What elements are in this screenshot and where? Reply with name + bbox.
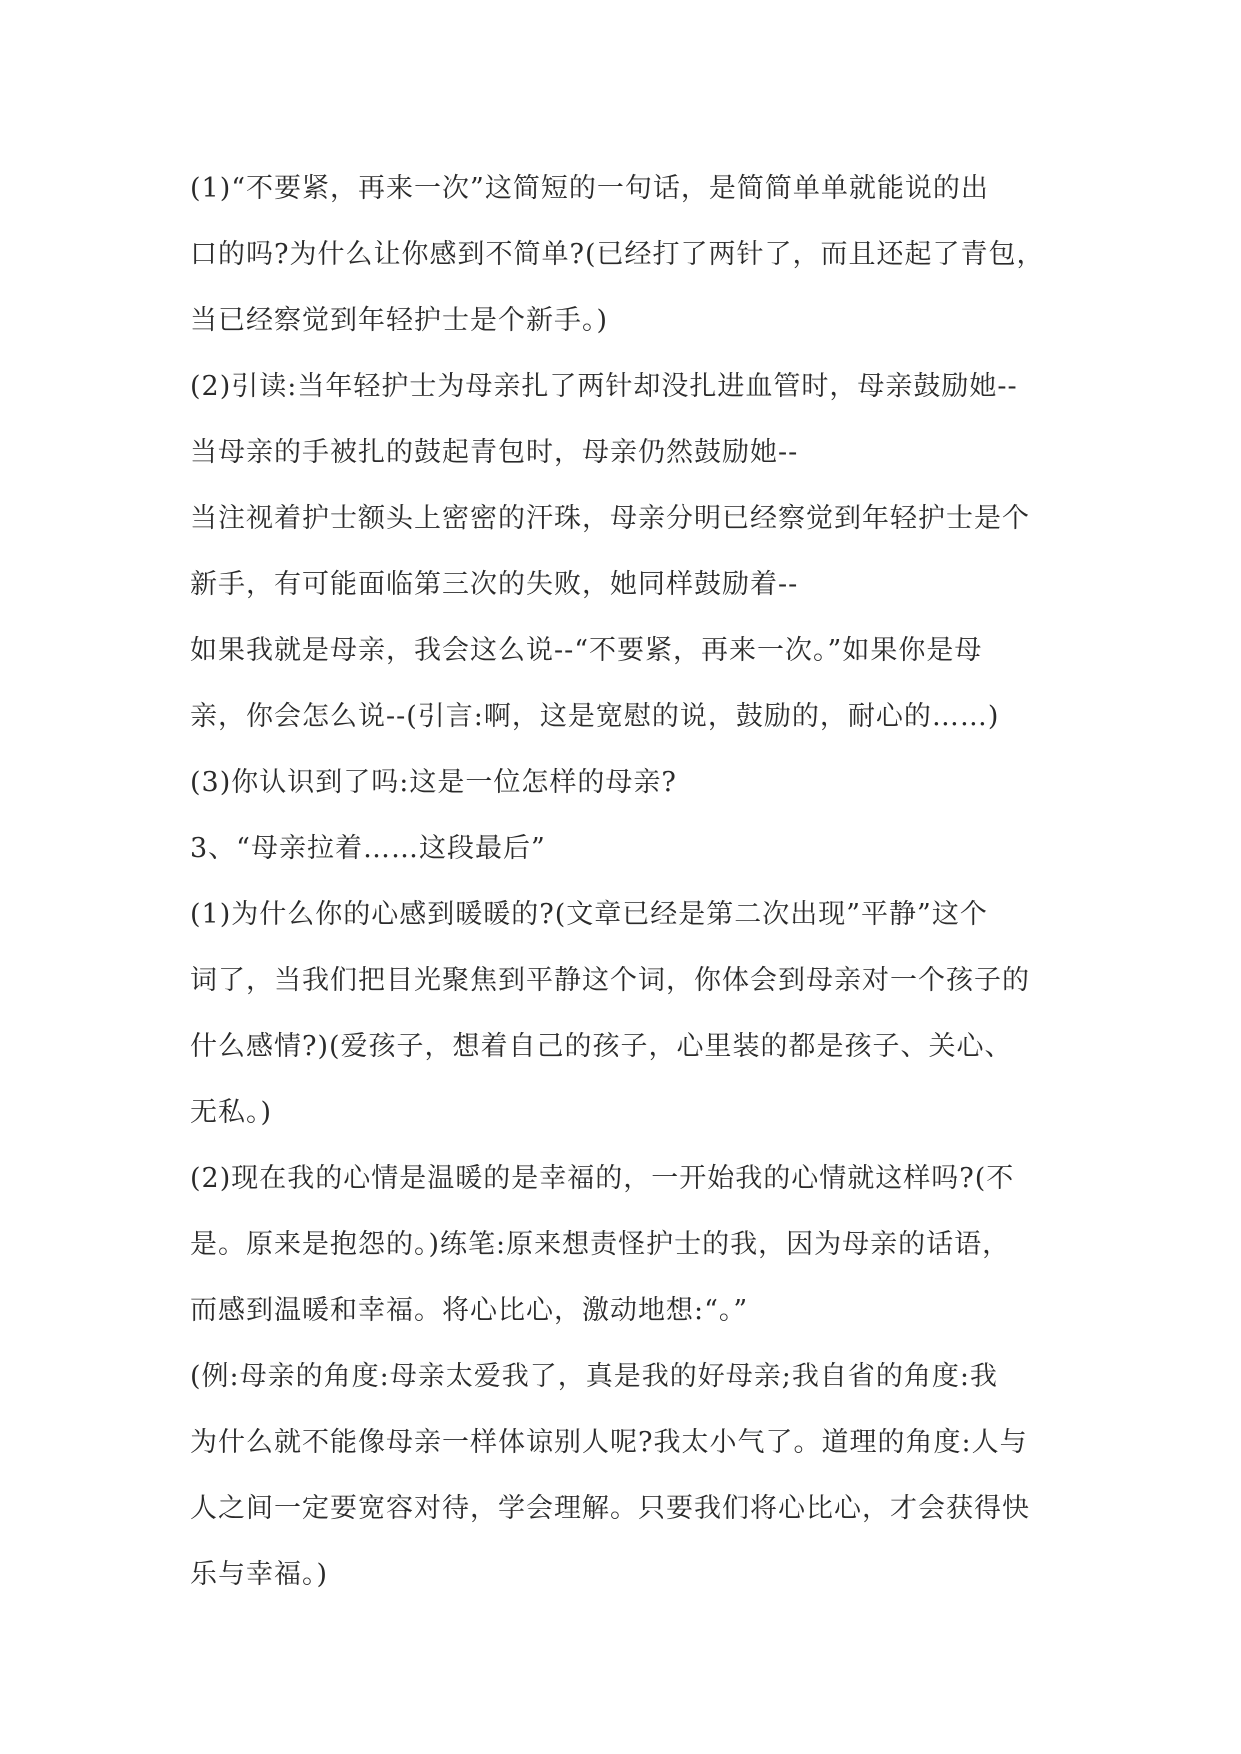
- text-line: 为什么就不能像母亲一样体谅别人呢?我太小气了。道理的角度:人与: [190, 1427, 1028, 1458]
- text-line: 3、“母亲拉着……这段最后”: [190, 833, 546, 864]
- text-line: 如果我就是母亲，我会这么说--“不要紧，再来一次。”如果你是母: [190, 635, 983, 666]
- text-line: (例:母亲的角度:母亲太爱我了，真是我的好母亲;我自省的角度:我: [190, 1361, 998, 1392]
- text-line: 无私。): [190, 1097, 273, 1128]
- text-line: 亲，你会怎么说--(引言:啊，这是宽慰的说，鼓励的，耐心的……): [190, 701, 1000, 732]
- text-line: 而感到温暖和幸福。将心比心，激动地想:“。”: [190, 1295, 749, 1326]
- text-line: 人之间一定要宽容对待，学会理解。只要我们将心比心，才会获得快: [190, 1493, 1030, 1524]
- text-line: (2)引读:当年轻护士为母亲扎了两针却没扎进血管时，母亲鼓励她--: [190, 371, 1018, 402]
- text-line: 什么感情?)(爱孩子，想着自己的孩子，心里装的都是孩子、关心、: [190, 1031, 1013, 1062]
- text-line: 当已经察觉到年轻护士是个新手。): [190, 305, 609, 336]
- text-line: 当注视着护士额头上密密的汗珠，母亲分明已经察觉到年轻护士是个: [190, 503, 1030, 534]
- text-line: 当母亲的手被扎的鼓起青包时，母亲仍然鼓励她--: [190, 437, 799, 468]
- text-line: (1)为什么你的心感到暖暖的?(文章已经是第二次出现”平静”这个: [190, 899, 988, 930]
- body-text: [190, 156, 1060, 1608]
- text-line: (3)你认识到了吗:这是一位怎样的母亲?: [190, 767, 677, 798]
- text-line: 是。原来是抱怨的。)练笔:原来想责怪护士的我，因为母亲的话语，: [190, 1229, 1011, 1260]
- text-line: 乐与幸福。): [190, 1559, 329, 1590]
- text-line: (1)“不要紧，再来一次”这简短的一句话，是简简单单就能说的出: [190, 173, 989, 204]
- text-line: 新手，有可能面临第三次的失败，她同样鼓励着--: [190, 569, 799, 600]
- text-line: 词了，当我们把目光聚焦到平静这个词，你体会到母亲对一个孩子的: [190, 965, 1030, 996]
- text-line: 口的吗?为什么让你感到不简单?(已经打了两针了，而且还起了青包，: [190, 239, 1045, 270]
- text-line: (2)现在我的心情是温暖的是幸福的，一开始我的心情就这样吗?(不: [190, 1163, 1015, 1194]
